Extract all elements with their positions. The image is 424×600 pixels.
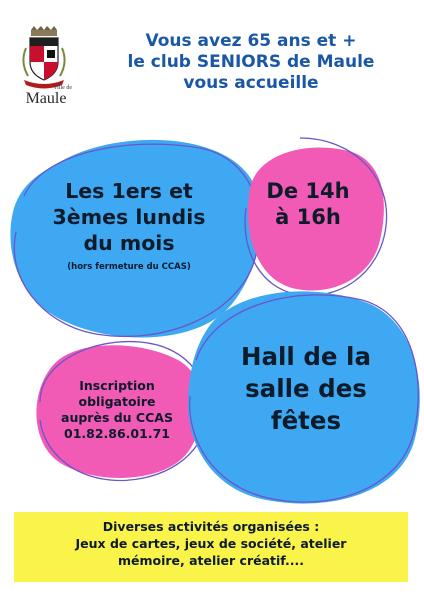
schedule-text bbox=[18, 178, 240, 274]
schedule-note: (hors fermeture du CCAS) bbox=[67, 262, 191, 272]
schedule-line-1: Les 1ers et bbox=[65, 179, 193, 203]
headline-line-2: le club SENIORS de Maule bbox=[127, 52, 375, 72]
registration-line-1: Inscription bbox=[79, 378, 155, 393]
logo-caption-small: Ville de bbox=[53, 85, 72, 91]
activities-line-1: Diverses activités organisées : bbox=[102, 519, 320, 534]
location-line-2: salle des bbox=[245, 374, 367, 403]
logo-caption-maule: Maule bbox=[25, 90, 67, 107]
headline-line-1: Vous avez 65 ans et + bbox=[145, 31, 357, 51]
activities-line-3: mémoire, atelier créatif.... bbox=[117, 553, 305, 568]
registration-text bbox=[40, 378, 194, 442]
activities-text bbox=[14, 518, 408, 569]
location-line-1: Hall de la bbox=[241, 342, 371, 371]
schedule-line-2: 3èmes lundis bbox=[52, 205, 206, 229]
registration-phone: 01.82.86.01.71 bbox=[64, 426, 170, 441]
registration-line-3: auprès du CCAS bbox=[61, 410, 173, 425]
hours-text bbox=[250, 178, 366, 230]
activities-line-2: Jeux de cartes, jeux de société, atelier bbox=[75, 536, 347, 551]
hours-line-1: De 14h bbox=[266, 179, 350, 203]
hours-line-2: à 16h bbox=[275, 205, 341, 229]
registration-line-2: obligatoire bbox=[78, 394, 156, 409]
location-text bbox=[196, 341, 416, 437]
headline-line-3: vous accueille bbox=[183, 73, 319, 93]
location-line-3: fêtes bbox=[270, 406, 342, 435]
schedule-line-3: du mois bbox=[83, 231, 175, 255]
